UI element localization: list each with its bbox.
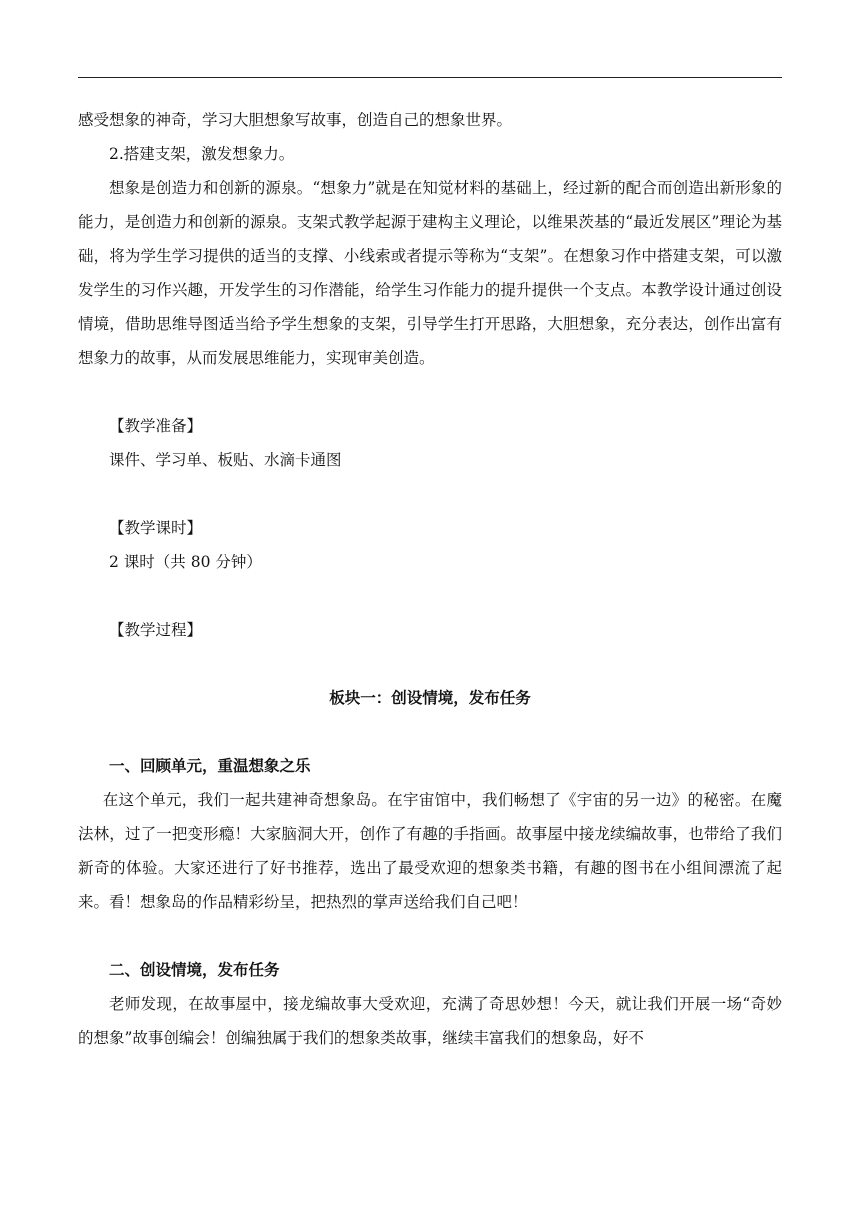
spacer: [78, 647, 782, 681]
periods-heading: 【教学课时】: [109, 519, 203, 537]
section-one-text: 在这个单元，我们一起共建神奇想象岛。在宇宙馆中，我们畅想了《宇宙的另一边》的秘密。在魔法林，过了一把变形瘾！大家脑洞大开，创作了有趣的手指画。故事屋中接龙续编故事，也带给了我们新奇的体验。大家还进行了好书推荐，选出了最受欢迎的想象类书籍，有趣的图书在小组间漂流了起来。看！想象岛的作品精彩纷呈，把热烈的掌声送给我们自己吧！: [78, 791, 782, 911]
periods-text: 2 课时（共 80 分钟）: [109, 553, 262, 571]
preparation-text: 课件、学习单、板贴、水滴卡通图: [109, 451, 342, 469]
spacer: [78, 579, 782, 613]
spacer: [78, 715, 782, 749]
spacer: [78, 919, 782, 953]
block-one-title: 板块一：创设情境，发布任务: [329, 688, 531, 707]
spacer: [78, 375, 782, 409]
preparation-heading: 【教学准备】: [109, 417, 203, 435]
paragraph-imagination: 想象是创造力和创新的源泉。“想象力”就是在知觉材料的基础上，经过新的配合而创造出新形象的能力，是创造力和创新的源泉。支架式教学起源于建构主义理论，以维果茨基的“最近发展区”理论为基础，将为学生学习提供的适当的支撑、小线索或者提示等称为“支架”。在想象习作中搭建支架，可以激发学生的习作兴趣，开发学生的习作潜能，给学生习作能力的提升提供一个支点。本教学设计通过创设情境，借助思维导图适当给予学生想象的支架，引导学生打开思路，大胆想象，充分表达，创作出富有想象力的故事，从而发展思维能力，实现审美创造。: [78, 179, 782, 367]
spacer: [78, 477, 782, 511]
section-one-heading: 一、回顾单元，重温想象之乐: [109, 756, 311, 775]
paragraph-continuation: 感受想象的神奇，学习大胆想象写故事，创造自己的想象世界。: [78, 111, 513, 129]
section-two-text: 老师发现，在故事屋中，接龙编故事大受欢迎，充满了奇思妙想！今天，就让我们开展一场“奇妙的想象”故事创编会！创编独属于我们的想象类故事，继续丰富我们的想象岛，好不: [78, 995, 782, 1047]
document-body: [78, 103, 782, 1055]
header-rule: [78, 77, 782, 78]
paragraph-item-2: 2.搭建支架，激发想象力。: [109, 145, 295, 163]
process-heading: 【教学过程】: [109, 621, 203, 639]
section-two-heading: 二、创设情境，发布任务: [109, 960, 280, 979]
